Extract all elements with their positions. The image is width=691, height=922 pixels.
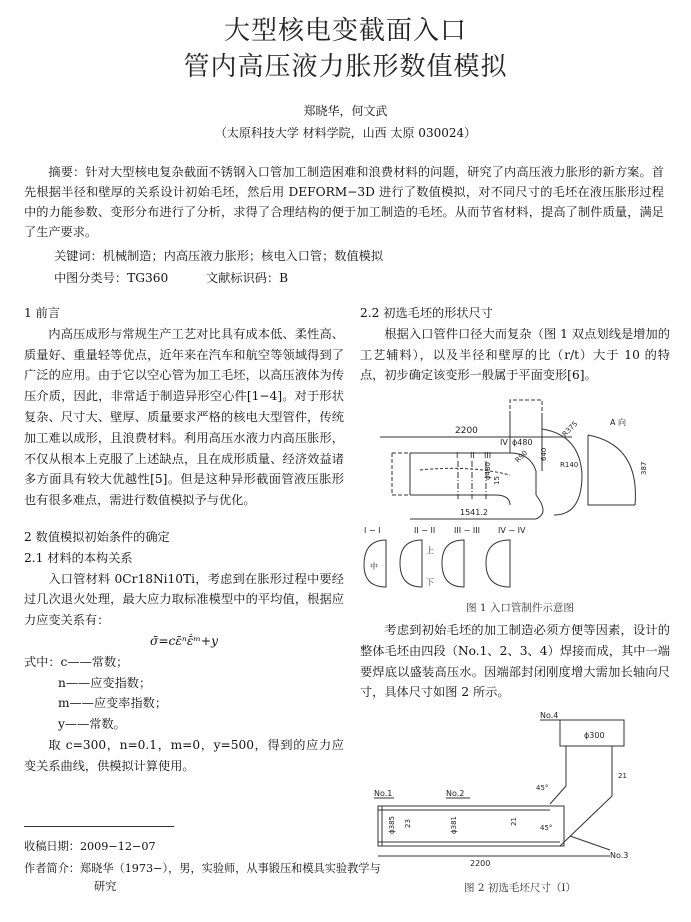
dim-R140: R140 (560, 461, 579, 469)
dim-21-b: 21 (510, 817, 518, 826)
section-shape-II (400, 540, 422, 587)
dim-phi300: ϕ300 (584, 731, 605, 740)
definition-m: m——应变率指数； (58, 696, 168, 711)
formula-definitions (24, 652, 344, 735)
angle-45-a: 45° (536, 784, 549, 792)
label-no2: No.2 (446, 789, 465, 798)
a-view-frame (588, 435, 635, 505)
footnote-divider (24, 826, 174, 827)
auxiliary-material (510, 400, 542, 415)
inner-curve (536, 495, 543, 519)
dim-23: 23 (404, 819, 412, 828)
section-head-I: I − I (364, 526, 381, 535)
angle-45-b: 45° (540, 824, 553, 832)
definition-n: n——应变指数； (58, 675, 152, 690)
right-column-middle (360, 620, 670, 703)
label-no1: No.1 (374, 789, 393, 798)
section-2-1-heading: 2.1 材料的本构关系 (24, 550, 133, 565)
label-up: 上 (426, 546, 434, 555)
right-column-top (360, 303, 670, 386)
document-code: 文献标识码：B (206, 271, 289, 285)
left-column (24, 303, 344, 777)
section-2-heading: 2 数值模拟初始条件的确定 (24, 529, 170, 544)
paper-title-line2: 管内高压液力胀形数值模拟 (183, 52, 508, 82)
section-2-2-paragraph-2: 考虑到初始毛坯的加工制造必须方便等因素，设计的整体毛坯由四段（No.1、2、3、4）焊接而成，其中一端要焊底以盛装高压水。因端部封闭刚度增大需加长轴向尺寸，具体尺寸如图 2 所示。 (360, 623, 670, 700)
dim-2200-fig2: 2200 (470, 859, 491, 868)
section-shape-III (442, 540, 464, 587)
dim-640: 640 (540, 447, 548, 461)
paper-title-line1: 大型核电变截面入口 (223, 16, 467, 46)
marker-I: I (456, 451, 459, 460)
received-date: 收稿日期：2009−12−07 (24, 840, 156, 853)
section-2-1-paragraph: 入口管材料 0Cr18Ni10Ti，考虑到在胀形过程中要经过几次退火处理，最大应力取标准模型中的平均值，根据应力应变关系有： (24, 571, 344, 628)
constitutive-formula: σ̄=cε̄ⁿε̄̇ᵐ+y (150, 633, 218, 648)
dim-phi480-a: ϕ480 (512, 438, 533, 447)
internal-line (420, 468, 510, 475)
section-shape-IV (486, 540, 510, 587)
dim-15: 15 (493, 476, 501, 485)
figure-1-caption: 图 1 入口管制件示意图 (466, 602, 574, 614)
label-no4: No.4 (540, 711, 559, 720)
dim-R90: R90 (513, 449, 530, 465)
label-down: 下 (426, 578, 434, 587)
dim-phi381: ϕ381 (450, 816, 458, 834)
section-2-2-heading: 2.2 初选毛坯的形状尺寸 (360, 306, 493, 320)
a-direction-label: A 向 (610, 418, 627, 427)
label-no3: No.3 (610, 851, 629, 860)
section-1-heading: 1 前言 (24, 306, 61, 320)
marker-III: III (484, 451, 492, 460)
dim-1541: 1541.2 (460, 508, 488, 517)
definition-y: y——常数。 (58, 717, 126, 732)
abstract-text: 摘要：针对大型核电复杂截面不锈钢入口管加工制造困难和浪费材料的问题，研究了内高压液力胀形的新方案。首先根据半径和壁厚的关系设计初始毛坯，然后用 DEFORM−3D 进行了数值模拟，对不同尺寸的毛坯在液压胀形过程中的力能参数、变形分布进行了分析，求得了合理结构的便于加工制造的毛坯。从而节省材料，提高了制件质量，满足了生产要求。 (24, 165, 664, 239)
vertical-segment (550, 746, 612, 846)
label-mid: 中 (370, 562, 378, 571)
author-bio: 作者简介：郑晓华（1973−），男，实验师，从事锻压和模具实验教学与 (24, 862, 381, 875)
section-head-III: III − III (454, 526, 480, 535)
a-view-outline (588, 435, 635, 505)
classification-line (54, 269, 288, 286)
dim-21-a: 21 (618, 772, 627, 780)
authors: 郑晓华，何文武 (303, 104, 388, 118)
dim-phi480-b: ϕ480 (484, 462, 492, 480)
dim-phi385: ϕ385 (388, 816, 396, 834)
author-bio-cont: 研究 (94, 880, 117, 893)
dim-R375: R375 (560, 419, 580, 439)
section-2-2-paragraph: 根据入口管件口径大而复杂（图 1 双点划线是增加的工艺辅料），以及半径和壁厚的比（r/t）大于 10 的特点，初步确定该变形一般属于平面变形[6]。 (360, 326, 670, 383)
figure-2-caption: 图 2 初选毛坯尺寸（Ⅰ） (463, 882, 576, 894)
figure-2-blank-drawing (360, 706, 680, 876)
definition-c: 式中：c——常数； (24, 654, 129, 669)
marker-IV: IV (500, 438, 508, 447)
abstract (24, 162, 664, 242)
dim-2200: 2200 (455, 426, 478, 436)
classification: 中图分类号：TG360 (54, 271, 169, 285)
figure-1-inlet-pipe-drawing (360, 395, 680, 595)
pipe-bend-inner (495, 495, 510, 505)
marker-II: II (470, 451, 475, 460)
left-auxiliary (392, 453, 410, 495)
section-head-II: II − II (414, 526, 436, 535)
outer-curve (542, 429, 582, 515)
keywords: 关键词：机械制造；内高压液力胀形；核电入口管；数值模拟 (54, 249, 384, 263)
section-head-IV: IV − IV (498, 526, 526, 535)
leader-no3 (570, 836, 610, 850)
dim-387: 387 (640, 461, 648, 475)
section-1-paragraph: 内高压成形与常规生产工艺对比具有成本低、柔性高、质量好、重量轻等优点，近年来在汽车和航空等领域得到了广泛的应用。由于它以空心管为加工毛坯，以高压液体为传压介质，因此，非常适于制造异形空心件[1−4]。对于形状复杂、尺寸大、壁厚、质量要求严格的核电大型管件，传统加工难以成形，且浪费材料。利用高压水液力内高压胀形，不仅从根本上克服了上述缺点，且在成形质量、经济效益诸多方面具有较大优越性[5]。但是这种异形截面管液压胀形也有很多难点，需进行数值模拟予与优化。 (24, 326, 344, 508)
section-2-1-paragraph-2: 取 c=300，n=0.1，m=0，y=500，得到的应力应变关系曲线，供模拟计算使用。 (24, 737, 344, 773)
affiliation: （太原科技大学 材料学院，山西 太原 030024） (214, 126, 477, 140)
